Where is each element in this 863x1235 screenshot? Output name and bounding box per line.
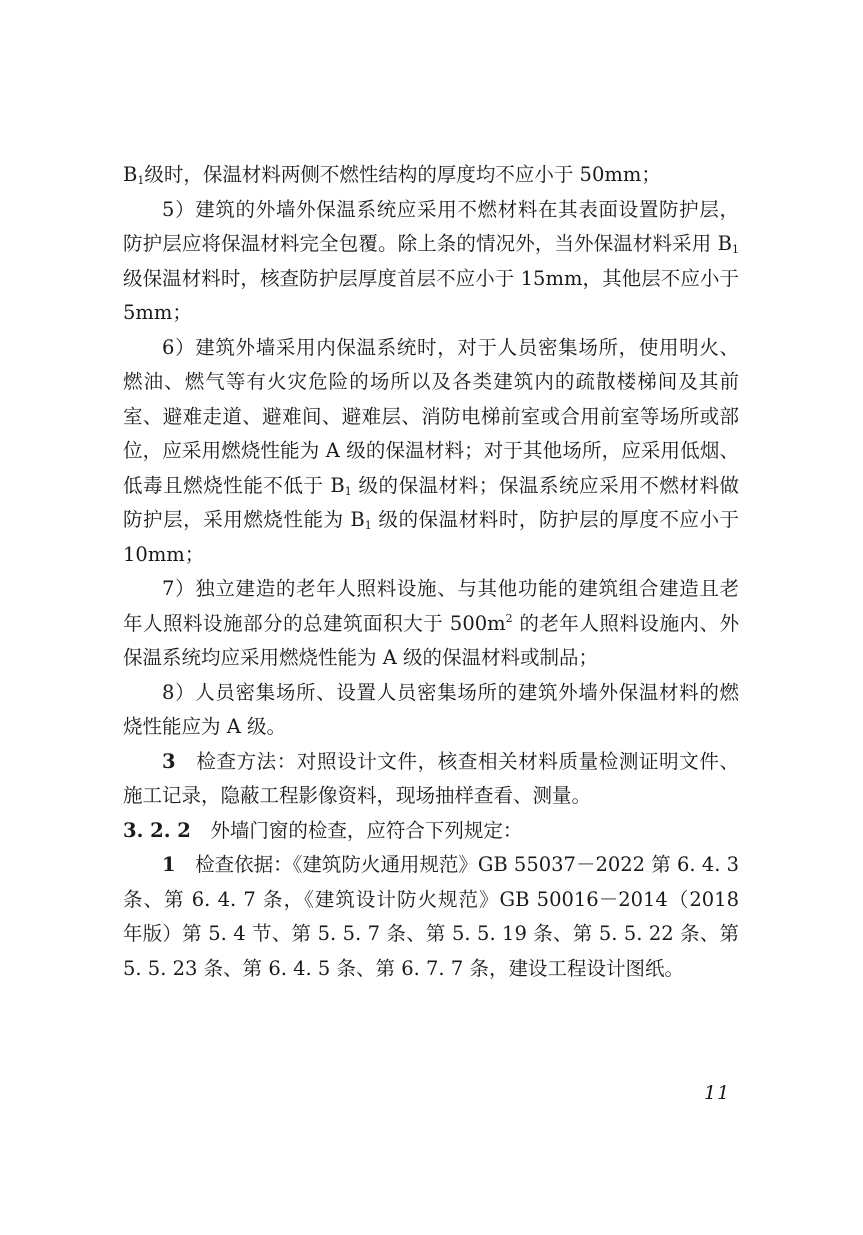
paragraph-check-method — [123, 745, 739, 814]
text-run: 外墙门窗的检查，应符合下列规定： — [190, 818, 523, 842]
text-run: 5）建筑的外墙外保温系统应采用不燃材料在其表面设置防护层，防护层应将保温材料完全包覆。除上条的情况外，当外保温材料采用 B — [123, 197, 739, 255]
subscript: 1 — [344, 484, 352, 498]
section-number: 3. 2. 2 — [123, 818, 191, 842]
text-run: 级保温材料时，核查防护层厚度首层不应小于 15mm，其他层不应小于 5mm； — [123, 266, 739, 324]
text-run: 8）人员密集场所、设置人员密集场所的建筑外墙外保温材料的燃烧性能应为 A 级。 — [123, 680, 739, 738]
subscript: 1 — [732, 243, 739, 256]
text-run: 级的保温材料时，防护层的厚度不应小于 10mm； — [123, 508, 740, 566]
paragraph-check-basis — [123, 848, 739, 986]
superscript: 2 — [505, 611, 513, 625]
text-run: 检查依据：《建筑防火通用规范》GB 55037－2022 第 6. 4. 3 条、第 6. 4. 7 条，《建筑设计防火规范》GB 50016－2014（2018 年版）第 5. 4 节、第 5. 5. 7 条、第 5. 5. 19 条、第 5. 5. 22 条、第 5. 5. 23 条、第 6. 4. 5 条、第 6. 7. 7 条，建设工程设计图纸。 — [123, 853, 740, 980]
body-text — [123, 158, 739, 986]
paragraph-item-5 — [123, 193, 739, 331]
text-run: 检查方法：对照设计文件，核查相关材料质量检测证明文件、施工记录，隐蔽工程影像资料，现场抽样查看、测量。 — [123, 749, 739, 807]
paragraph-item-6 — [123, 331, 739, 573]
paragraph-item-8 — [123, 676, 739, 745]
subscript: 1 — [364, 519, 372, 532]
item-number: 3 — [162, 749, 176, 773]
paragraph-continued — [123, 158, 739, 193]
paragraph-item-7 — [123, 572, 739, 676]
item-number: 1 — [162, 853, 176, 876]
text-run: 7）独立建造的老年人照料设施、与其他功能的建筑组合建造且老年人照料设施部分的总建筑面积大于 500m — [123, 577, 739, 635]
text-run: 级时，保温材料两侧不燃性结构的厚度均不应小于 50mm； — [144, 163, 661, 186]
text-run: 级的保温材料；保温系统应采用不燃材料做防护层，采用燃烧性能为 B — [123, 473, 740, 531]
subscript: 1 — [137, 174, 145, 187]
text-run: 的老年人照料设施内、外保温系统均应采用燃烧性能为 A 级的保温材料或制品； — [123, 611, 739, 669]
text-run: 6）建筑外墙采用内保温系统时，对于人员密集场所，使用明火、燃油、燃气等有火灾危险的场所以及各类建筑内的疏散楼梯间及其前室、避难走道、避难间、避难层、消防电梯前室或合用前室等场所或部位，应采用燃烧性能为 A 级的保温材料；对于其他场所，应采用低烟、低毒且燃烧性能不低于 B — [123, 335, 739, 497]
section-heading-3-2-2 — [123, 814, 739, 849]
text-run: B — [123, 163, 138, 186]
page-number: 11 — [704, 1082, 731, 1104]
